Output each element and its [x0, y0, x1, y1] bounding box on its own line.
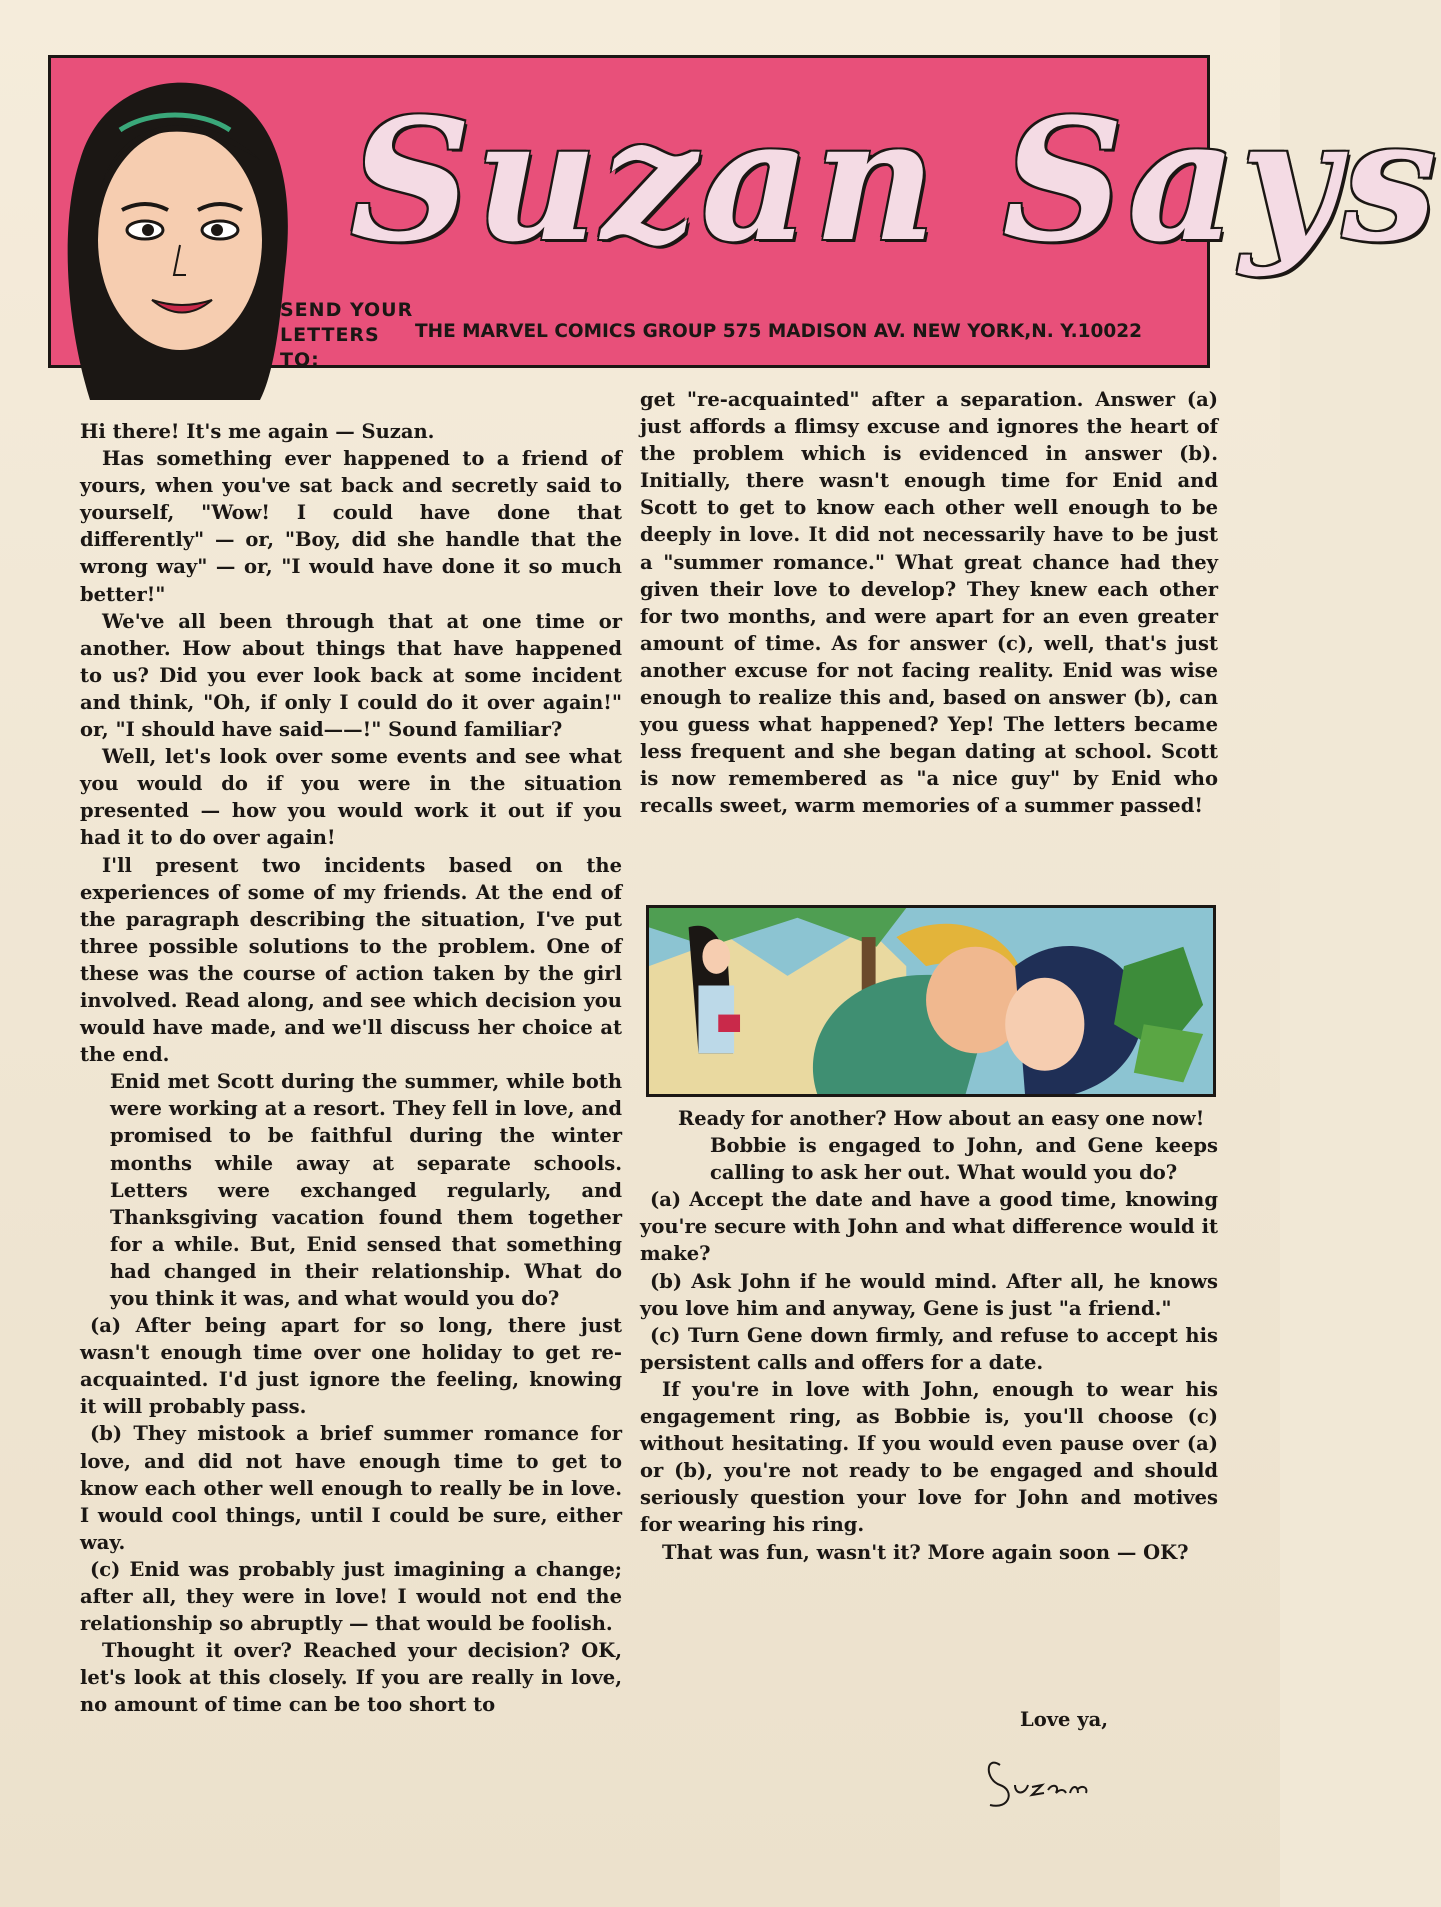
woman-face-icon	[60, 70, 290, 410]
paragraph: Has something ever happened to a friend of yours, when you've sat back and secretly said to yourself, "Wow! I could have done that differently" — or, "Boy, did she handle that the wrong way" — or, "I would have done it so much better!"	[80, 447, 622, 606]
option-b: (b) Ask John if he would mind. After all, he knows you love him and anyway, Gene is just "a friend."	[640, 1269, 1218, 1320]
paragraph: get "re-acquainted" after a separation. Answer (a) just affords a flimsy excuse and ignores the heart of the problem which is evidenced in answer (b). Initially, there wasn't enough time for Enid and Scott to get to know each other well enough to be deeply in love. It did not necessarily have to be just a "summer romance." What great chance had they given their love to develop? They knew each other for two months, and were apart for an even greater amount of time. As for answer (c), well, that's just another excuse for not facing reality. Enid was wise enough to realize this and, based on answer (b), can you guess what happened? Yep! The letters became less frequent and she began dating at school. Scott is now remembered as "a nice guy" by Enid who recalls sweet, warm memories of a summer passed!	[640, 388, 1218, 818]
paragraph: We've all been through that at one time or another. How about things that have happened to us? Did you ever look back at some incident and think, "Oh, if only I could do it over again!" or, "I should have said——!" Sound familiar?	[80, 609, 622, 742]
couple-kissing-icon	[646, 905, 1216, 1097]
scenario-paragraph: Enid met Scott during the summer, while both were working at a resort. They fell in love, and promised to be faithful during the winter months while away at separate schools. Letters were exchanged regularly, and Thanksgiving vacation found them together for a while. But, Enid sensed that something had changed in their relationship. What do you think it was, and what would you do?	[110, 1070, 622, 1310]
column-right-top	[640, 386, 1218, 820]
scenario-paragraph: Bobbie is engaged to John, and Gene keeps calling to ask her out. What would you do?	[710, 1134, 1218, 1185]
option-a: (a) After being apart for so long, there just wasn't enough time over one holiday to get re-acquainted. I'd just ignore the feeling, knowing it will probably pass.	[80, 1314, 622, 1419]
column-right-bottom	[640, 1105, 1218, 1566]
option-c: (c) Turn Gene down firmly, and refuse to accept his persistent calls and offers for a date.	[640, 1323, 1218, 1374]
page-title: Suzan Says	[350, 81, 1441, 279]
paragraph: That was fun, wasn't it? More again soon — OK?	[662, 1540, 1189, 1564]
mailing-address: THE MARVEL COMICS GROUP 575 MADISON AV. NEW YORK,N. Y.10022	[415, 321, 1142, 342]
send-label: SEND YOUR LETTERS TO:	[280, 299, 414, 371]
paragraph: Thought it over? Reached your decision? OK, let's look at this closely. If you are really in love, no amount of time can be too short to	[80, 1639, 622, 1717]
paragraph: If you're in love with John, enough to wear his engagement ring, as Bobbie is, you'll choose (c) without hesitating. If you would even pause over (a) or (b), you're not ready to be engaged and should seriously question your love for John and motives for wearing his ring.	[640, 1377, 1218, 1537]
option-b: (b) They mistook a brief summer romance for love, and did not have enough time to get to know each other well enough to really be in love. I would cool things, until I could be sure, either way.	[80, 1422, 622, 1554]
signoff: Love ya,	[1020, 1708, 1108, 1731]
option-a: (a) Accept the date and have a good time, knowing you're secure with John and what difference would it make?	[640, 1188, 1218, 1266]
option-c: (c) Enid was probably just imagining a change; after all, they were in love! I would not end the relationship so abruptly — that would be foolish.	[80, 1557, 622, 1636]
signature-icon	[980, 1745, 1100, 1815]
paragraph: Ready for another? How about an easy one now!	[678, 1107, 1205, 1130]
paragraph: I'll present two incidents based on the experiences of some of my friends. At the end of the paragraph describing the situation, I've put three possible solutions to the problem. One of these was the course of action taken by the girl involved. Read along, and see which decision you would have made, and we'll discuss her choice at the end.	[80, 853, 622, 1067]
column-left	[80, 418, 622, 1719]
paragraph: Well, let's look over some events and see what you would do if you were in the situation presented — how you would work it out if you had it to do over again!	[80, 745, 622, 850]
paragraph: Hi there! It's me again — Suzan.	[80, 420, 435, 443]
